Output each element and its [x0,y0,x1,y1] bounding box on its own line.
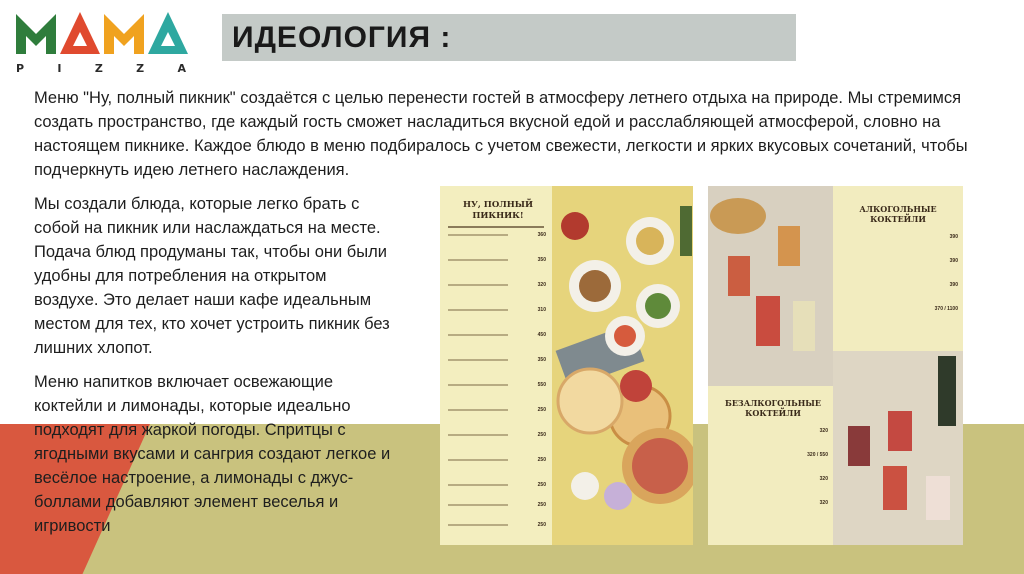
mama-pizza-logo [16,12,194,76]
price: 390 [949,258,958,264]
price: 320 [537,282,546,288]
nonalcoholic-prices [722,428,828,524]
logo-subtitle: P I Z Z A [16,62,186,75]
intro-paragraph: Меню "Ну, полный пикник" создаётся с целью перенести гостей в атмосферу летнего отдыха на природе. Мы стремимся создать пространство, где каждый гость сможет насладиться вкусной едой и расслабляющей атмосферой, словно на настоящем пикнике. Каждое блюдо в меню подбиралось с учетом свежести, легкости и ярких вкусовых сочетаний, чтобы подчеркнуть идею летнего наслаждения. [34,89,968,179]
logo-a-red-icon [60,12,100,54]
menu-line [448,409,508,411]
logo-letters [16,12,194,54]
divider [448,226,544,228]
price: 310 [537,307,546,313]
menu-line [448,484,508,486]
menu-line [448,504,508,506]
menu-line [448,284,508,286]
price: 250 [537,432,546,438]
alcoholic-prices [850,234,958,330]
logo-m-green-icon [16,12,56,54]
price: 320 / 550 [807,452,828,458]
price: 250 [537,457,546,463]
logo-a-teal-icon [148,12,188,54]
body-column [34,192,394,548]
price: 390 [949,282,958,288]
menu-line [448,334,508,336]
menu-image-drinks [708,186,963,545]
paragraph-drinks: Меню напитков включает освежающие коктейли и лимонады, которые идеально подходят для жаркой погоды. Спритцы с ягодными вкусами и сангрия создают легкое и весёлое настроение, а лимонады с джус-боллами добавляют элемент веселья и игривости [34,373,391,535]
menu-line [448,359,508,361]
menu-line [448,234,508,236]
price: 360 [537,232,546,238]
paragraph-dishes: Мы создали блюда, которые легко брать с собой на пикник или наслаждаться на месте. Подача блюд продуманы так, чтобы они были удобны для потребления на открытом воздухе. Это делает наши кафе идеальным местом для тех, кто хочет устроить пикник без лишних хлопот. [34,195,390,357]
title-bar [222,14,796,61]
price: 390 [949,234,958,240]
price: 320 [819,500,828,506]
price: 450 [537,332,546,338]
price: 320 [819,428,828,434]
price: 250 [537,407,546,413]
price: 550 [537,382,546,388]
menu-line [448,384,508,386]
menu-line [448,459,508,461]
menu-line [448,434,508,436]
menu-line [448,259,508,261]
price: 250 [537,522,546,528]
menu-line [448,524,508,526]
price: 320 [819,476,828,482]
nonalcoholic-cocktails-title: БЕЗАЛКОГОЛЬНЫЕ КОКТЕЙЛИ [725,398,821,418]
page-title: ИДЕОЛОГИЯ : [232,21,452,54]
price: 350 [537,257,546,263]
price: 250 [537,502,546,508]
menu-line [448,309,508,311]
food-menu-title: НУ, ПОЛНЫЙ ПИКНИК! [462,200,534,221]
price: 370 / 1100 [934,306,958,312]
alcoholic-cocktails-title: АЛКОГОЛЬНЫЕ КОКТЕЙЛИ [859,204,937,224]
price: 250 [537,482,546,488]
menu-image-food [440,186,693,545]
price: 350 [537,357,546,363]
food-menu-list [440,186,552,545]
logo-m-orange-icon [104,12,144,54]
